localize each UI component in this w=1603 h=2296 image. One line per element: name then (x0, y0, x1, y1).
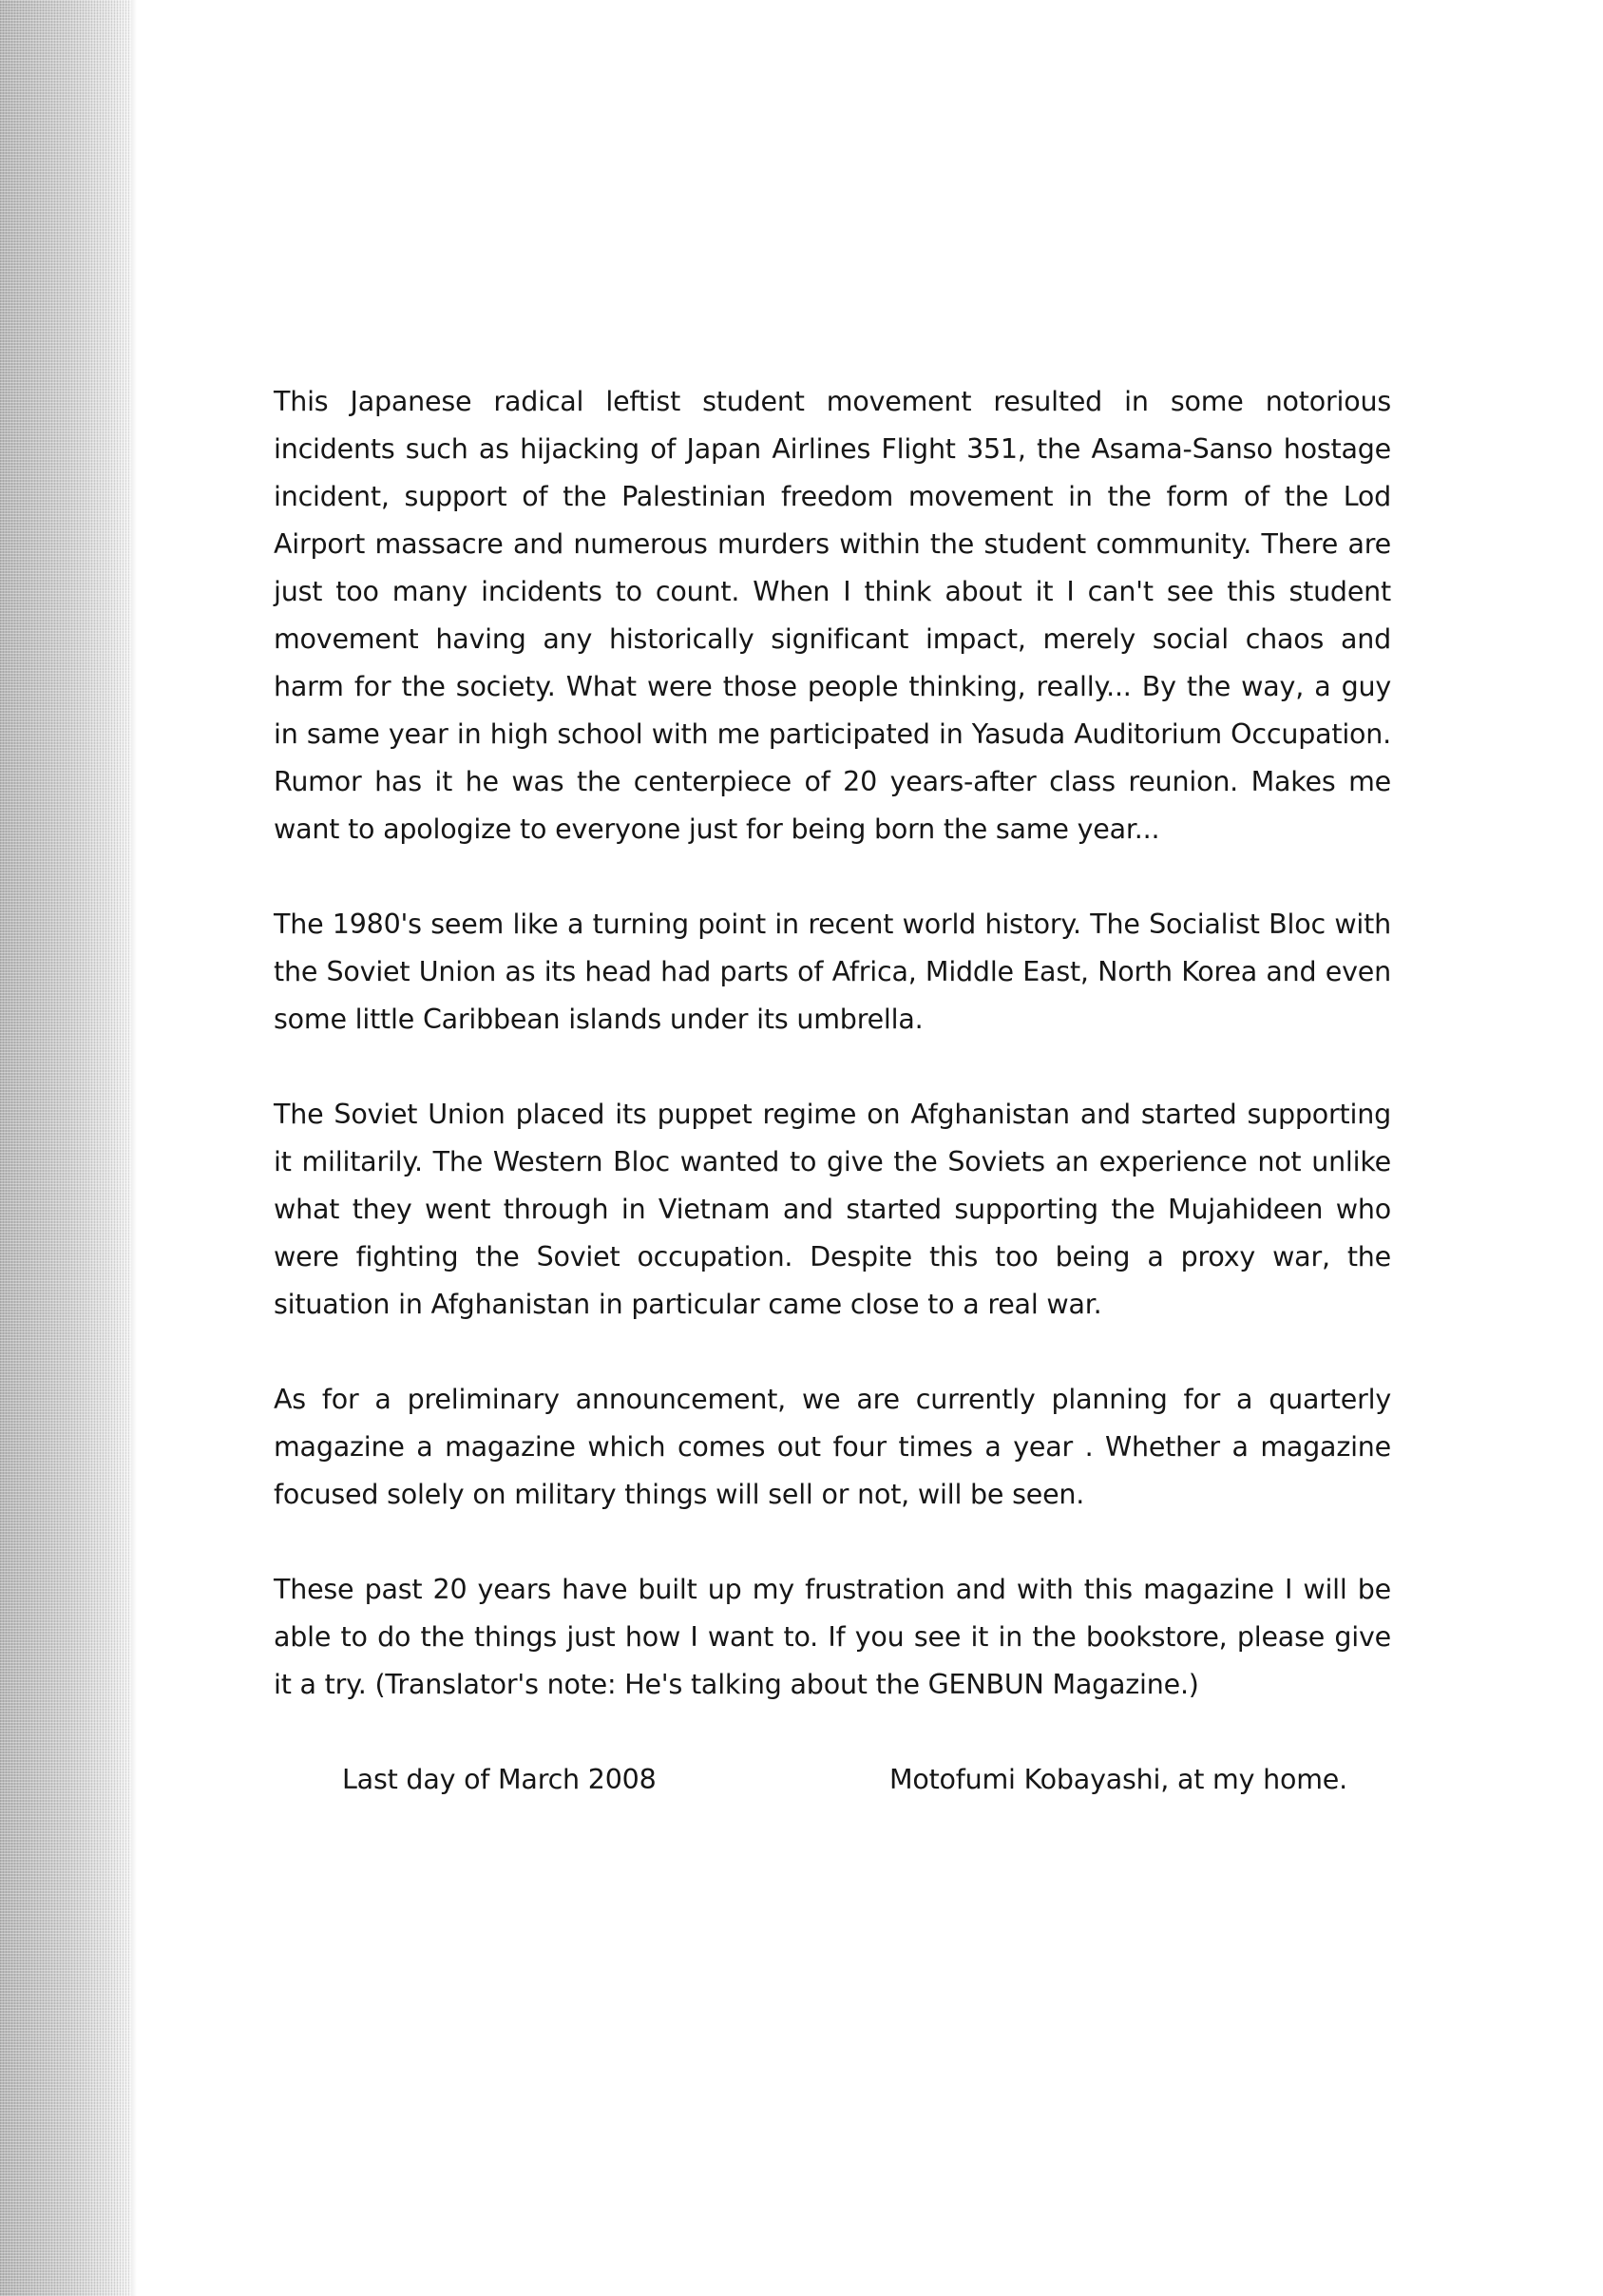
signature-author: Motofumi Kobayashi, at my home. (888, 1764, 1347, 1795)
paragraph-frustration: These past 20 years have built up my frustration and with this magazine I will be able to do the things just how I want to. If you see it in the bookstore, please give it a try. (Translator's note: He's talking about the GENBUN Magazine.) (274, 1574, 1391, 1700)
page-gutter-edge (131, 0, 137, 2296)
signature-date: Last day of March 2008 (342, 1764, 657, 1795)
paragraph-1980s: The 1980's seem like a turning point in recent world history. The Socialist Bloc with the Soviet Union as its head had parts of Africa, Middle East, North Korea and even some little Caribbean islands under its umbrella. (274, 909, 1391, 1035)
paragraph-student-movement: This Japanese radical leftist student movement resulted in some notorious incidents such as hijacking of Japan Airlines Flight 351, the Asama-Sanso hostage incident, support of the Palestinian freedom movement in the form of the Lod Airport massacre and numerous murders within the student community. There are just too many incidents to count. When I think about it I can't see this student movement having any historically significant impact, merely social chaos and harm for the society. What were those people thinking, really... By the way, a guy in same year in high school with me participated in Yasuda Auditorium Occupation. Rumor has it he was the centerpiece of 20 years-after class reunion. Makes me want to apologize to everyone just for being born the same year... (274, 386, 1391, 845)
paragraph-afghanistan: The Soviet Union placed its puppet regime on Afghanistan and started supporting it militarily. The Western Bloc wanted to give the Soviets an experience not unlike what they went through in Vietnam and started supporting the Mujahideen who were fighting the Soviet occupation. Despite this too being a proxy war, the situation in Afghanistan in particular came close to a real war. (274, 1099, 1391, 1320)
page-gutter-shading (0, 0, 131, 2296)
signature-row (274, 1756, 1391, 1804)
document-body (274, 378, 1391, 1804)
paragraph-announcement: As for a preliminary announcement, we are currently planning for a quarterly magazine a magazine which comes out four times a year . Whether a magazine focused solely on military things will sell or not, will be seen. (274, 1384, 1391, 1510)
